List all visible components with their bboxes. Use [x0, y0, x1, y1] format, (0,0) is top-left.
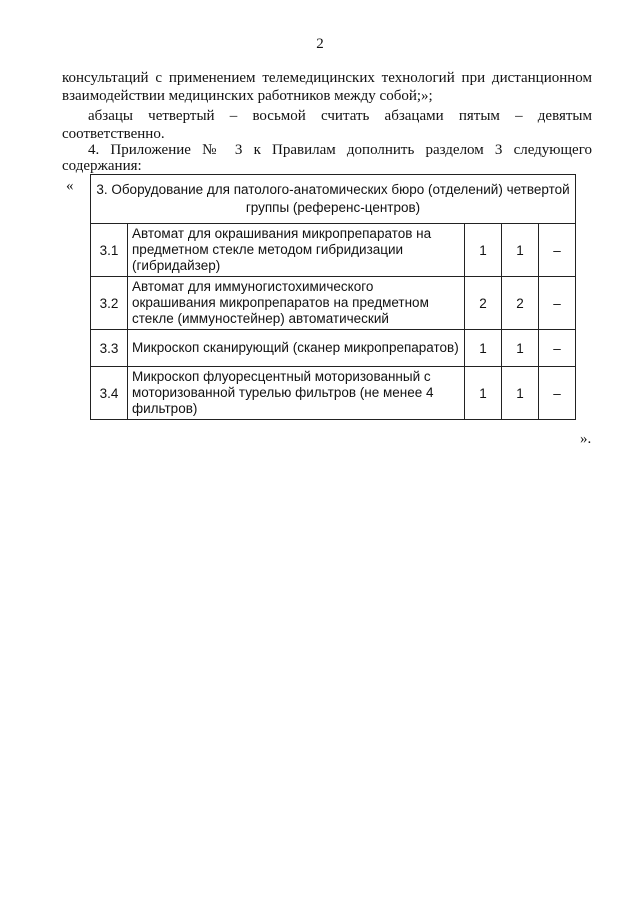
quantity-2: 1	[502, 224, 539, 277]
equipment-name: Автомат для окрашивания микропрепаратов на предметном стекле методом гибридизации (гибридайзер)	[128, 224, 465, 277]
quantity-1: 2	[465, 277, 502, 330]
quantity-3: –	[539, 367, 576, 420]
table-row	[91, 277, 576, 330]
quantity-2: 1	[502, 367, 539, 420]
row-number: 3.3	[91, 330, 128, 367]
row-number: 3.1	[91, 224, 128, 277]
paragraph-3-line-1: 4. Приложение № 3 к Правилам дополнить разделом 3 следующего	[88, 142, 592, 158]
table-row	[91, 367, 576, 420]
equipment-name: Микроскоп флуоресцентный моторизованный с моторизованной турелью фильтров (не менее 4 фильтров)	[128, 367, 465, 420]
equipment-name: Автомат для иммуногистохимического окрашивания микропрепаратов на предметном стекле (иммуностейнер) автоматический	[128, 277, 465, 330]
closing-quote: ».	[580, 431, 592, 447]
opening-quote: «	[66, 178, 74, 194]
paragraph-1-line-1: консультаций с применением телемедицинских технологий при дистанционном	[62, 70, 592, 86]
equipment-name: Микроскоп сканирующий (сканер микропрепаратов)	[128, 330, 465, 367]
quantity-3: –	[539, 224, 576, 277]
quantity-2: 2	[502, 277, 539, 330]
row-number: 3.4	[91, 367, 128, 420]
table-header-row	[91, 175, 576, 224]
table-row	[91, 330, 576, 367]
quantity-3: –	[539, 277, 576, 330]
paragraph-1-line-2: взаимодействии медицинских работников между собой;»;	[62, 88, 433, 104]
table-header: 3. Оборудование для патолого-анатомических бюро (отделений) четвертой группы (референс-центров)	[91, 175, 576, 224]
page-number: 2	[316, 36, 324, 52]
paragraph-2-line-1: абзацы четвертый – восьмой считать абзацами пятым – девятым	[88, 108, 592, 124]
quantity-1: 1	[465, 330, 502, 367]
paragraph-3-line-2: содержания:	[62, 158, 142, 174]
paragraph-2-line-2: соответственно.	[62, 126, 165, 142]
quantity-3: –	[539, 330, 576, 367]
quantity-1: 1	[465, 367, 502, 420]
row-number: 3.2	[91, 277, 128, 330]
table-row	[91, 224, 576, 277]
quantity-2: 1	[502, 330, 539, 367]
equipment-table	[90, 174, 576, 420]
quantity-1: 1	[465, 224, 502, 277]
